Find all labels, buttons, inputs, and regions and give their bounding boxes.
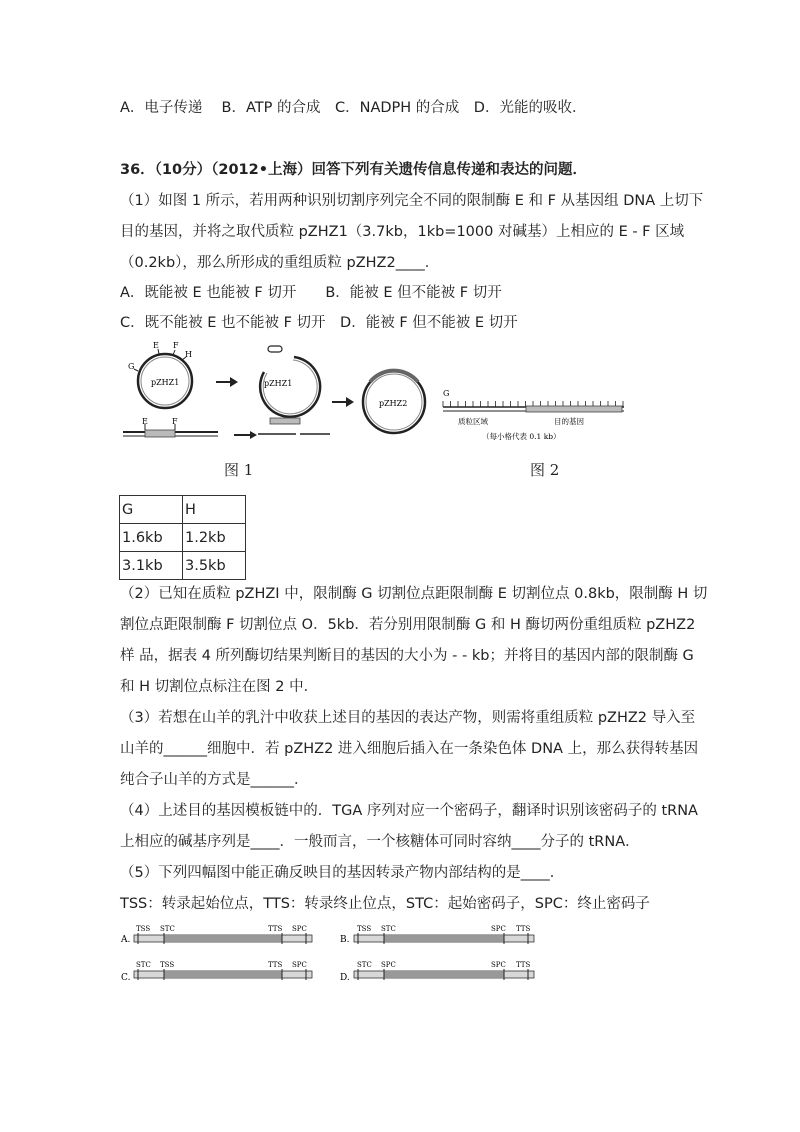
question-36-title: 36．（10分）（2012•上海）回答下列有关遗传信息传递和表达的问题． (120, 162, 587, 178)
table-row (120, 524, 246, 552)
plasmid-region-label: 质粒区域 (458, 417, 488, 426)
table-header-row (120, 496, 246, 524)
q36-part2-line4: 和 H 切割位点标注在图 2 中． (120, 679, 319, 695)
svg-text:TSS: TSS (357, 925, 372, 933)
site-g-label: G (128, 362, 135, 371)
table-cell: 1.6kb (120, 524, 183, 552)
option-b-diagram (340, 925, 534, 945)
figure-2 (436, 384, 636, 446)
q36-part5-line2: TSS：转录起始位点，TTS：转录终止位点，STC：起始密码子，SPC：终止密码子 (120, 896, 650, 912)
plasmid-pzhz2-label: pZHZ2 (379, 399, 408, 408)
svg-text:STC: STC (136, 961, 151, 969)
svg-text:TTS: TTS (516, 925, 531, 933)
q36-part3-line2: 山羊的______细胞中．若 pZHZ2 进入细胞后插入在一条染色体 DNA 上，那么获得转基因 (120, 741, 699, 757)
option-c-diagram (121, 961, 312, 983)
table-cell: 3.1kb (120, 552, 183, 580)
figure-1-caption: 图 1 (224, 461, 254, 479)
figure-1 (118, 338, 428, 478)
table-header-cell: H (183, 496, 246, 524)
plasmid-pzhz1-label: pZHZ1 (151, 378, 180, 387)
svg-text:B.: B. (340, 935, 350, 945)
plasmid-opened-label: pZHZ1 (264, 379, 293, 388)
option-a-diagram (120, 925, 312, 945)
site-h-label: H (185, 350, 192, 359)
arrow-2 (234, 431, 257, 439)
site-e-label: E (153, 341, 159, 350)
q36-part4-line2: 上相应的碱基序列是____．一般而言，一个核糖体可同时容纳____分子的 tRNA． (120, 834, 640, 850)
q36-part4-line1: （4）上述目的基因模板链中的．TGA 序列对应一个密码子，翻译时识别该密码子的 tRNA (120, 803, 698, 819)
svg-text:SPC: SPC (491, 925, 506, 933)
svg-text:D.: D. (340, 973, 350, 983)
option-diagrams (118, 920, 548, 984)
digestion-table (119, 495, 246, 580)
q36-part1-line3: （0.2kb），那么所形成的重组质粒 pZHZ2____． (120, 255, 440, 271)
fig2-g-label: G (443, 389, 450, 398)
table-cell: 1.2kb (183, 524, 246, 552)
svg-text:STC: STC (357, 961, 372, 969)
svg-text:TSS: TSS (160, 961, 175, 969)
table-cell: 3.5kb (183, 552, 246, 580)
dna-f-label: F (172, 417, 178, 426)
svg-text:TSS: TSS (136, 925, 151, 933)
svg-text:TTS: TTS (268, 925, 283, 933)
q36-part1-line1: （1）如图 1 所示，若用两种识别切割序列完全不同的限制酶 E 和 F 从基因组 DNA 上切下 (120, 193, 704, 209)
option-d-diagram (340, 961, 534, 983)
q36-part1-options-cd: C．既不能被 E 也不能被 F 切开 D．能被 F 但不能被 E 切开 (120, 315, 518, 331)
scale-note: （每小格代表 0.1 kb） (482, 432, 561, 441)
q36-part2-line2: 割位点距限制酶 F 切割位点 O．5kb．若分别用限制酶 G 和 H 酶切两份重组质粒 pZHZ2 (120, 617, 696, 633)
site-f-label: F (173, 341, 179, 350)
table-row (120, 552, 246, 580)
svg-text:SPC: SPC (491, 961, 506, 969)
q36-part2-line1: （2）已知在质粒 pZHZI 中，限制酶 G 切割位点距限制酶 E 切割位点 0.8kb，限制酶 H 切 (120, 586, 708, 602)
svg-text:SPC: SPC (381, 961, 396, 969)
q36-part5-line1: （5）下列四幅图中能正确反映目的基因转录产物内部结构的是____． (120, 865, 565, 881)
figure-2-caption: 图 2 (530, 461, 560, 479)
previous-question-options: A．电子传递 B．ATP 的合成 C．NADPH 的合成 D．光能的吸收． (120, 100, 587, 116)
dna-e-label: E (142, 417, 148, 426)
svg-text:SPC: SPC (292, 925, 307, 933)
q36-part3-line1: （3）若想在山羊的乳汁中收获上述目的基因的表达产物，则需将重组质粒 pZHZ2 导入至 (120, 710, 696, 726)
q36-part3-line3: 纯合子山羊的方式是______． (120, 772, 309, 788)
target-gene-label: 目的基因 (554, 417, 584, 426)
arrow-3 (332, 397, 354, 407)
table-header-cell: G (120, 496, 183, 524)
q36-part1-line2: 目的基因，并将之取代质粒 pZHZ1（3.7kb，1kb=1000 对碱基）上相应的 E - F 区域 (120, 224, 685, 240)
q36-part2-line3: 样 品，据表 4 所列酶切结果判断目的基因的大小为 - - kb；并将目的基因内部的限制酶 G (120, 648, 694, 664)
svg-text:TTS: TTS (268, 961, 283, 969)
svg-text:TTS: TTS (516, 961, 531, 969)
svg-text:STC: STC (160, 925, 175, 933)
svg-text:C.: C. (121, 973, 131, 983)
arrow-1 (216, 377, 238, 387)
q36-part1-options-ab: A．既能被 E 也能被 F 切开 B．能被 E 但不能被 F 切开 (120, 285, 502, 301)
svg-text:STC: STC (381, 925, 396, 933)
svg-text:SPC: SPC (292, 961, 307, 969)
svg-text:A.: A. (121, 935, 131, 945)
